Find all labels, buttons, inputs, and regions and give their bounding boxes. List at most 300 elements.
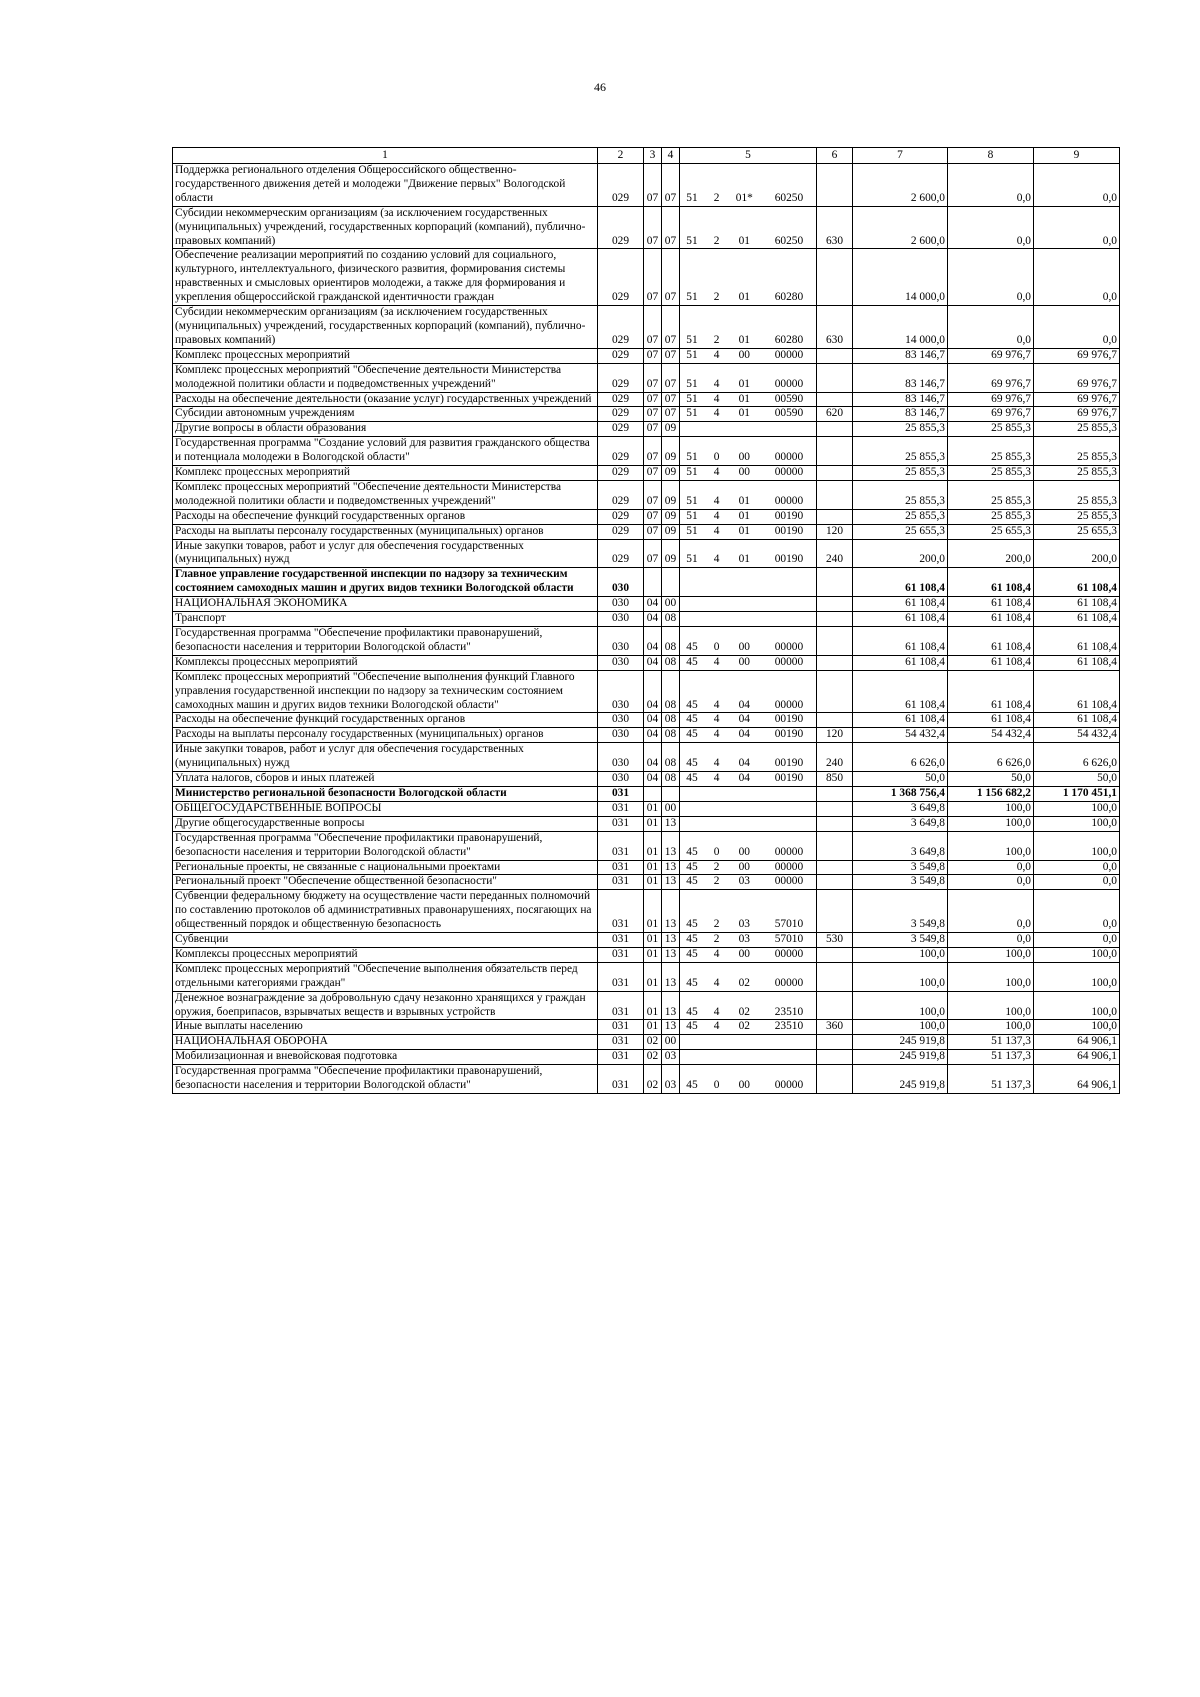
row-ministry-code: 029 — [598, 392, 644, 407]
target-part-type: 4 — [713, 524, 720, 537]
row-value-year2: 51 137,3 — [948, 1065, 1034, 1094]
target-part-type: 2 — [713, 291, 720, 304]
row-ministry-code: 031 — [598, 991, 644, 1020]
row-section: 07 — [644, 422, 662, 437]
target-part-type: 4 — [713, 348, 720, 361]
row-value-year2: 25 855,3 — [948, 509, 1034, 524]
row-target-article — [680, 597, 817, 612]
row-value-year1: 2 600,0 — [853, 206, 948, 249]
row-expense-type — [817, 627, 853, 656]
row-value-year3: 0,0 — [1034, 306, 1120, 349]
row-ministry-code: 029 — [598, 348, 644, 363]
table-row — [173, 627, 1120, 656]
target-part-direction: 60250 — [774, 234, 804, 247]
row-target-article — [680, 933, 817, 948]
target-part-program: 45 — [686, 860, 698, 873]
row-subsection: 09 — [662, 466, 680, 481]
row-value-year1: 83 146,7 — [853, 407, 948, 422]
target-part-direction: 57010 — [774, 933, 804, 946]
row-section: 07 — [644, 249, 662, 306]
row-value-year1: 25 855,3 — [853, 466, 948, 481]
row-value-year3: 69 976,7 — [1034, 348, 1120, 363]
row-name: Министерство региональной безопасности Вологодской области — [173, 786, 598, 801]
row-expense-type — [817, 962, 853, 991]
row-name: Уплата налогов, сборов и иных платежей — [173, 772, 598, 787]
column-header-6: 6 — [817, 148, 853, 164]
row-name: Иные выплаты населению — [173, 1020, 598, 1035]
row-value-year3: 100,0 — [1034, 801, 1120, 816]
row-expense-type — [817, 655, 853, 670]
row-name: Субвенции федеральному бюджету на осуществление части переданных полномочий по составлению протоколов об административных правонарушениях, посягающих на общественный порядок и общественную безопасность — [173, 890, 598, 933]
row-value-year1: 6 626,0 — [853, 743, 948, 772]
row-section: 04 — [644, 713, 662, 728]
row-section: 01 — [644, 831, 662, 860]
table-row — [173, 991, 1120, 1020]
row-value-year3: 69 976,7 — [1034, 363, 1120, 392]
row-ministry-code: 030 — [598, 655, 644, 670]
row-value-year1: 61 108,4 — [853, 655, 948, 670]
target-part-direction: 00000 — [774, 976, 804, 989]
row-value-year1: 61 108,4 — [853, 612, 948, 627]
target-part-program: 45 — [686, 976, 698, 989]
row-name: Расходы на выплаты персоналу государственных (муниципальных) органов — [173, 524, 598, 539]
row-section: 07 — [644, 164, 662, 207]
row-ministry-code: 031 — [598, 962, 644, 991]
row-value-year1: 83 146,7 — [853, 363, 948, 392]
row-ministry-code: 030 — [598, 772, 644, 787]
row-subsection: 13 — [662, 875, 680, 890]
row-target-article — [680, 962, 817, 991]
row-value-year3: 6 626,0 — [1034, 743, 1120, 772]
table-row — [173, 1050, 1120, 1065]
row-expense-type — [817, 480, 853, 509]
row-target-article — [680, 786, 817, 801]
row-expense-type — [817, 1050, 853, 1065]
target-part-direction: 00000 — [774, 845, 804, 858]
table-row — [173, 1035, 1120, 1050]
table-row — [173, 612, 1120, 627]
row-value-year3: 61 108,4 — [1034, 655, 1120, 670]
row-ministry-code: 030 — [598, 612, 644, 627]
row-value-year1: 245 919,8 — [853, 1065, 948, 1094]
row-value-year2: 100,0 — [948, 1020, 1034, 1035]
target-part-type: 4 — [713, 757, 720, 770]
row-value-year3: 61 108,4 — [1034, 670, 1120, 713]
row-name: Расходы на обеспечение функций государственных органов — [173, 509, 598, 524]
row-value-year3: 100,0 — [1034, 962, 1120, 991]
target-part-direction: 00000 — [774, 860, 804, 873]
target-part-program: 45 — [686, 640, 698, 653]
row-value-year1: 61 108,4 — [853, 713, 948, 728]
row-target-article — [680, 991, 817, 1020]
row-expense-type: 240 — [817, 539, 853, 568]
budget-table — [172, 147, 1120, 1094]
target-part-program: 45 — [686, 1079, 698, 1092]
table-row — [173, 962, 1120, 991]
row-section: 01 — [644, 991, 662, 1020]
table-row — [173, 407, 1120, 422]
row-target-article — [680, 1035, 817, 1050]
row-value-year2: 0,0 — [948, 164, 1034, 207]
row-value-year1: 61 108,4 — [853, 597, 948, 612]
row-subsection: 07 — [662, 306, 680, 349]
target-part-direction: 00590 — [774, 407, 804, 420]
row-value-year1: 200,0 — [853, 539, 948, 568]
row-target-article — [680, 772, 817, 787]
target-part-type: 2 — [713, 860, 720, 873]
row-ministry-code: 029 — [598, 363, 644, 392]
row-value-year3: 61 108,4 — [1034, 627, 1120, 656]
table-row — [173, 728, 1120, 743]
row-name: Комплекс процессных мероприятий "Обеспечение деятельности Министерства молодежной политики области и подведомственных учреждений" — [173, 480, 598, 509]
row-value-year2: 61 108,4 — [948, 612, 1034, 627]
row-expense-type: 120 — [817, 728, 853, 743]
row-section: 07 — [644, 509, 662, 524]
row-name: НАЦИОНАЛЬНАЯ ОБОРОНА — [173, 1035, 598, 1050]
row-value-year2: 25 655,3 — [948, 524, 1034, 539]
row-value-year1: 50,0 — [853, 772, 948, 787]
table-row — [173, 480, 1120, 509]
row-target-article — [680, 164, 817, 207]
row-name: Комплекс процессных мероприятий "Обеспечение выполнения обязательств перед отдельными категориями граждан" — [173, 962, 598, 991]
row-section — [644, 786, 662, 801]
target-part-direction: 23510 — [774, 1005, 804, 1018]
target-part-structure: 00 — [738, 451, 750, 464]
row-section: 07 — [644, 524, 662, 539]
table-row — [173, 422, 1120, 437]
target-part-type: 4 — [713, 407, 720, 420]
row-subsection: 13 — [662, 890, 680, 933]
row-value-year2: 25 855,3 — [948, 422, 1034, 437]
row-value-year3: 0,0 — [1034, 206, 1120, 249]
row-name: Государственная программа "Обеспечение профилактики правонарушений, безопасности населения и территории Вологодской области" — [173, 627, 598, 656]
row-value-year3: 100,0 — [1034, 947, 1120, 962]
target-part-type: 4 — [713, 1005, 720, 1018]
target-part-structure: 02 — [738, 1005, 750, 1018]
row-name: Субсидии некоммерческим организациям (за исключением государственных (муниципальных) учреждений, государственных корпораций (компаний), публично-правовых компаний) — [173, 206, 598, 249]
row-value-year3: 69 976,7 — [1034, 392, 1120, 407]
row-expense-type: 630 — [817, 206, 853, 249]
row-value-year2: 0,0 — [948, 306, 1034, 349]
row-value-year3: 1 170 451,1 — [1034, 786, 1120, 801]
row-subsection: 07 — [662, 363, 680, 392]
row-expense-type: 620 — [817, 407, 853, 422]
row-value-year1: 3 549,8 — [853, 860, 948, 875]
target-part-structure: 01 — [738, 407, 750, 420]
row-ministry-code: 029 — [598, 524, 644, 539]
row-ministry-code: 031 — [598, 1020, 644, 1035]
target-part-type: 4 — [713, 509, 720, 522]
row-target-article — [680, 392, 817, 407]
target-part-structure: 01 — [738, 553, 750, 566]
target-part-direction: 00000 — [774, 348, 804, 361]
target-part-type: 4 — [713, 713, 720, 726]
row-value-year2: 50,0 — [948, 772, 1034, 787]
row-value-year2: 0,0 — [948, 860, 1034, 875]
row-expense-type — [817, 1035, 853, 1050]
row-name: Региональные проекты, не связанные с национальными проектами — [173, 860, 598, 875]
target-part-direction: 00000 — [774, 466, 804, 479]
row-value-year1: 3 649,8 — [853, 816, 948, 831]
row-target-article — [680, 612, 817, 627]
row-expense-type — [817, 860, 853, 875]
row-section: 02 — [644, 1035, 662, 1050]
row-target-article — [680, 801, 817, 816]
row-value-year2: 25 855,3 — [948, 466, 1034, 481]
row-value-year1: 83 146,7 — [853, 348, 948, 363]
target-part-structure: 01 — [738, 509, 750, 522]
target-part-direction: 60250 — [774, 191, 804, 204]
row-expense-type — [817, 392, 853, 407]
table-row — [173, 786, 1120, 801]
row-value-year2: 100,0 — [948, 816, 1034, 831]
row-ministry-code: 031 — [598, 831, 644, 860]
target-part-program: 51 — [686, 291, 698, 304]
target-part-direction: 00590 — [774, 392, 804, 405]
row-section: 07 — [644, 392, 662, 407]
target-part-direction: 23510 — [774, 1020, 804, 1033]
row-name: НАЦИОНАЛЬНАЯ ЭКОНОМИКА — [173, 597, 598, 612]
row-value-year3: 100,0 — [1034, 831, 1120, 860]
row-ministry-code: 031 — [598, 947, 644, 962]
row-target-article — [680, 306, 817, 349]
row-section: 07 — [644, 363, 662, 392]
row-target-article — [680, 860, 817, 875]
target-part-type: 0 — [713, 1079, 720, 1092]
table-row — [173, 597, 1120, 612]
target-part-direction: 00000 — [774, 494, 804, 507]
row-value-year1: 2 600,0 — [853, 164, 948, 207]
row-target-article — [680, 627, 817, 656]
row-ministry-code: 030 — [598, 713, 644, 728]
row-name: Главное управление государственной инспекции по надзору за техническим состоянием самоходных машин и других видов техники Вологодской области — [173, 568, 598, 597]
row-value-year2: 100,0 — [948, 801, 1034, 816]
row-subsection: 09 — [662, 509, 680, 524]
target-part-structure: 04 — [738, 772, 750, 785]
row-subsection: 08 — [662, 772, 680, 787]
row-subsection — [662, 786, 680, 801]
row-ministry-code: 030 — [598, 597, 644, 612]
row-value-year2: 100,0 — [948, 831, 1034, 860]
table-row — [173, 363, 1120, 392]
row-name: Комплекс процессных мероприятий "Обеспечение деятельности Министерства молодежной политики области и подведомственных учреждений" — [173, 363, 598, 392]
row-section: 01 — [644, 801, 662, 816]
target-part-type: 0 — [713, 640, 720, 653]
target-part-type: 4 — [713, 553, 720, 566]
row-value-year1: 14 000,0 — [853, 306, 948, 349]
table-row — [173, 713, 1120, 728]
row-section: 04 — [644, 612, 662, 627]
row-target-article — [680, 743, 817, 772]
row-section: 04 — [644, 597, 662, 612]
row-subsection: 13 — [662, 933, 680, 948]
row-expense-type — [817, 713, 853, 728]
row-name: Транспорт — [173, 612, 598, 627]
target-part-structure: 04 — [738, 757, 750, 770]
row-expense-type — [817, 363, 853, 392]
row-section: 01 — [644, 860, 662, 875]
row-target-article — [680, 831, 817, 860]
row-value-year2: 100,0 — [948, 991, 1034, 1020]
table-row — [173, 933, 1120, 948]
row-subsection: 08 — [662, 627, 680, 656]
table-row — [173, 568, 1120, 597]
target-part-type: 4 — [713, 698, 720, 711]
target-part-structure: 00 — [738, 466, 750, 479]
target-part-type: 4 — [713, 728, 720, 741]
row-subsection: 09 — [662, 422, 680, 437]
target-part-program: 51 — [686, 407, 698, 420]
column-header-5: 5 — [680, 148, 817, 164]
target-part-direction: 60280 — [774, 333, 804, 346]
target-part-structure: 01 — [738, 494, 750, 507]
row-section: 01 — [644, 875, 662, 890]
column-header-4: 4 — [662, 148, 680, 164]
row-name: Расходы на выплаты персоналу государственных (муниципальных) органов — [173, 728, 598, 743]
row-value-year1: 3 649,8 — [853, 801, 948, 816]
row-expense-type — [817, 947, 853, 962]
target-part-structure: 01 — [738, 291, 750, 304]
row-target-article — [680, 466, 817, 481]
row-name: Иные закупки товаров, работ и услуг для обеспечения государственных (муниципальных) нужд — [173, 743, 598, 772]
row-expense-type — [817, 1065, 853, 1094]
row-value-year3: 61 108,4 — [1034, 568, 1120, 597]
target-part-program: 45 — [686, 933, 698, 946]
row-name: Субвенции — [173, 933, 598, 948]
target-part-program: 51 — [686, 451, 698, 464]
target-part-program: 45 — [686, 655, 698, 668]
row-name: Поддержка регионального отделения Общероссийского общественно-государственного движения детей и молодежи "Движение первых" Вологодской области — [173, 164, 598, 207]
row-expense-type — [817, 568, 853, 597]
table-row — [173, 655, 1120, 670]
row-name: Государственная программа "Создание условий для развития гражданского общества и потенциала молодежи в Вологодской области" — [173, 437, 598, 466]
target-part-structure: 01 — [738, 392, 750, 405]
row-subsection: 13 — [662, 991, 680, 1020]
target-part-type: 2 — [713, 191, 720, 204]
target-part-type: 4 — [713, 392, 720, 405]
row-target-article — [680, 348, 817, 363]
row-value-year1: 61 108,4 — [853, 670, 948, 713]
row-value-year3: 25 855,3 — [1034, 509, 1120, 524]
target-part-type: 4 — [713, 976, 720, 989]
row-target-article — [680, 568, 817, 597]
row-ministry-code: 031 — [598, 890, 644, 933]
row-expense-type: 120 — [817, 524, 853, 539]
target-part-program: 51 — [686, 494, 698, 507]
table-row — [173, 1065, 1120, 1094]
row-value-year3: 64 906,1 — [1034, 1035, 1120, 1050]
target-part-direction: 00000 — [774, 377, 804, 390]
target-part-direction: 00190 — [774, 553, 804, 566]
target-part-program: 51 — [686, 392, 698, 405]
row-section: 07 — [644, 480, 662, 509]
row-target-article — [680, 249, 817, 306]
row-expense-type — [817, 437, 853, 466]
row-name: Обеспечение реализации мероприятий по созданию условий для социального, культурного, интеллектуального, физического развития, формирования системы нравственных и смысловых ориентиров молодежи, а также для формирования и укрепления общероссийской гражданской идентичности граждан — [173, 249, 598, 306]
table-row — [173, 1020, 1120, 1035]
table-row — [173, 164, 1120, 207]
table-row — [173, 801, 1120, 816]
row-target-article — [680, 890, 817, 933]
row-subsection: 03 — [662, 1050, 680, 1065]
target-part-direction: 00000 — [774, 640, 804, 653]
row-target-article — [680, 728, 817, 743]
row-subsection: 07 — [662, 392, 680, 407]
row-value-year2: 51 137,3 — [948, 1050, 1034, 1065]
row-section: 01 — [644, 962, 662, 991]
row-subsection: 07 — [662, 407, 680, 422]
target-part-direction: 00190 — [774, 728, 804, 741]
target-part-direction: 00000 — [774, 1079, 804, 1092]
target-part-direction: 00190 — [774, 772, 804, 785]
row-value-year3: 61 108,4 — [1034, 612, 1120, 627]
row-section: 01 — [644, 933, 662, 948]
row-ministry-code: 030 — [598, 568, 644, 597]
row-expense-type — [817, 831, 853, 860]
target-part-type: 4 — [713, 947, 720, 960]
row-section: 02 — [644, 1050, 662, 1065]
row-value-year3: 61 108,4 — [1034, 713, 1120, 728]
row-section: 07 — [644, 348, 662, 363]
target-part-program: 51 — [686, 333, 698, 346]
target-part-program: 51 — [686, 553, 698, 566]
target-part-program: 45 — [686, 772, 698, 785]
column-header-2: 2 — [598, 148, 644, 164]
target-part-type: 2 — [713, 333, 720, 346]
table-row — [173, 249, 1120, 306]
target-part-type: 4 — [713, 655, 720, 668]
row-target-article — [680, 670, 817, 713]
row-value-year2: 61 108,4 — [948, 655, 1034, 670]
row-value-year2: 69 976,7 — [948, 407, 1034, 422]
row-value-year3: 100,0 — [1034, 991, 1120, 1020]
row-ministry-code: 031 — [598, 1065, 644, 1094]
row-value-year3: 64 906,1 — [1034, 1050, 1120, 1065]
row-value-year2: 0,0 — [948, 890, 1034, 933]
row-section — [644, 568, 662, 597]
row-name: Мобилизационная и вневойсковая подготовка — [173, 1050, 598, 1065]
row-subsection: 08 — [662, 612, 680, 627]
row-name: Комплекс процессных мероприятий — [173, 348, 598, 363]
row-target-article — [680, 947, 817, 962]
row-ministry-code: 029 — [598, 466, 644, 481]
target-part-program: 51 — [686, 348, 698, 361]
row-expense-type — [817, 422, 853, 437]
target-part-structure: 00 — [738, 348, 750, 361]
target-part-program: 51 — [686, 377, 698, 390]
row-value-year1: 100,0 — [853, 991, 948, 1020]
row-ministry-code: 031 — [598, 860, 644, 875]
row-value-year3: 69 976,7 — [1034, 407, 1120, 422]
row-value-year1: 83 146,7 — [853, 392, 948, 407]
row-name: Комплексы процессных мероприятий — [173, 655, 598, 670]
row-expense-type — [817, 164, 853, 207]
row-section: 04 — [644, 670, 662, 713]
row-expense-type — [817, 801, 853, 816]
row-subsection: 00 — [662, 1035, 680, 1050]
table-row — [173, 816, 1120, 831]
column-header-row — [173, 148, 1120, 164]
target-part-type: 4 — [713, 494, 720, 507]
target-part-structure: 01 — [738, 524, 750, 537]
column-header-8: 8 — [948, 148, 1034, 164]
row-value-year1: 25 855,3 — [853, 509, 948, 524]
row-subsection: 13 — [662, 816, 680, 831]
target-part-structure: 02 — [738, 1020, 750, 1033]
row-name: Комплекс процессных мероприятий — [173, 466, 598, 481]
row-ministry-code: 029 — [598, 422, 644, 437]
row-value-year1: 25 855,3 — [853, 480, 948, 509]
